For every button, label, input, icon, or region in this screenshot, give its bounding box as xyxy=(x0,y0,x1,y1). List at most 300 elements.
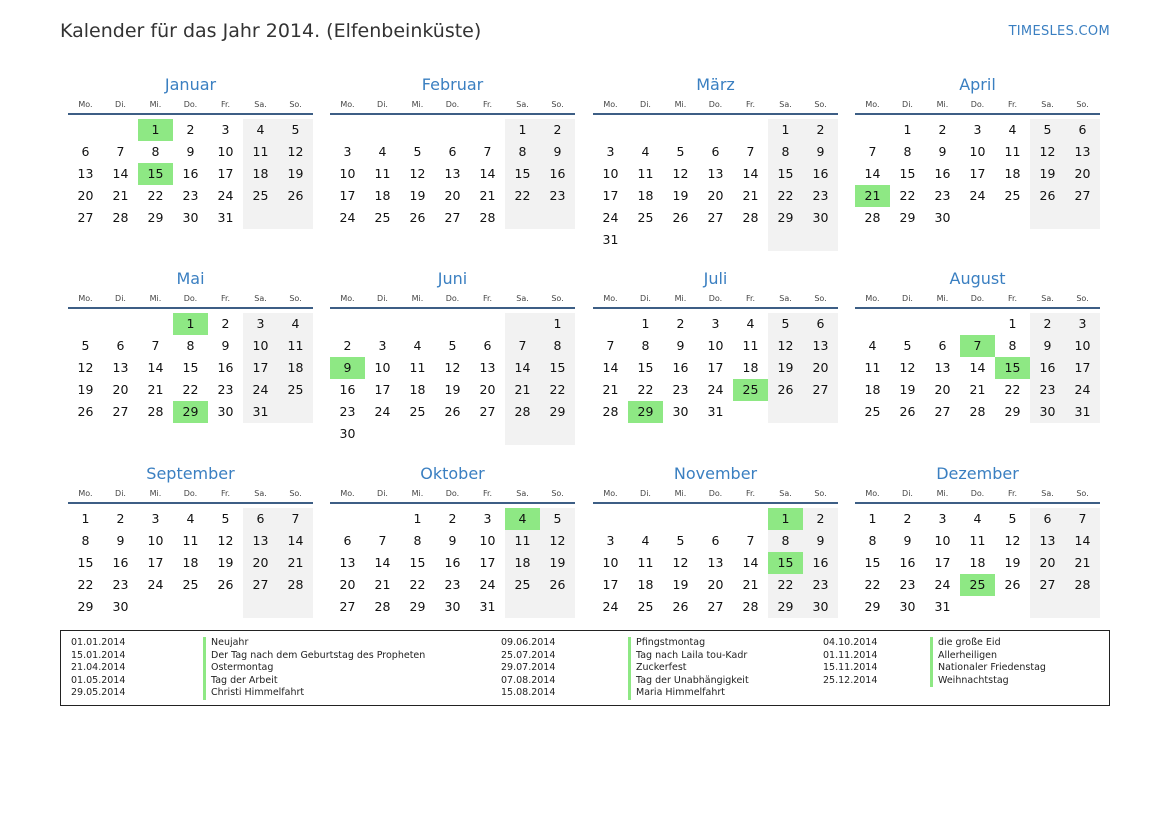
day-cell: 19 xyxy=(1030,163,1065,185)
day-cell: 22 xyxy=(182,382,199,397)
day-cell: 14 xyxy=(505,357,540,379)
day-cell: 26 xyxy=(217,577,234,592)
day-cell: 17 xyxy=(243,357,278,379)
weekday-label: So. xyxy=(551,489,564,498)
day-cell: 28 xyxy=(1065,574,1100,596)
day-cell: 20 xyxy=(444,188,461,203)
day-cell-empty xyxy=(663,229,698,251)
day-cell-empty xyxy=(278,401,313,423)
day-cell: 8 xyxy=(540,335,575,357)
day-cell: 14 xyxy=(278,530,313,552)
weekday-label: Mo. xyxy=(603,489,618,498)
day-cell: 1 xyxy=(81,511,90,526)
month-block xyxy=(855,73,1100,229)
day-cell-empty xyxy=(803,229,838,251)
day-cell-holiday: 4 xyxy=(505,508,540,530)
day-cell: 10 xyxy=(602,166,619,181)
day-cell: 19 xyxy=(278,163,313,185)
day-cell: 24 xyxy=(243,379,278,401)
day-cell: 5 xyxy=(448,338,457,353)
day-cell: 19 xyxy=(768,357,803,379)
day-cell: 4 xyxy=(641,533,650,548)
day-cell: 19 xyxy=(1004,555,1021,570)
weekday-label: Mi. xyxy=(674,489,687,498)
weekday-label: Sa. xyxy=(1041,294,1054,303)
page-title: Kalender für das Jahr 2014. (Elfenbeinküste) xyxy=(60,20,482,42)
day-cell: 2 xyxy=(186,122,195,137)
month-name: Februar xyxy=(421,75,484,94)
day-cell: 24 xyxy=(602,210,619,225)
day-cell: 23 xyxy=(444,577,461,592)
day-cell: 26 xyxy=(1030,185,1065,207)
weekday-label: Sa. xyxy=(1041,489,1054,498)
day-cell-empty xyxy=(1030,207,1065,229)
day-cell: 16 xyxy=(803,552,838,574)
weekday-label: So. xyxy=(814,100,827,109)
site-link[interactable]: TIMESLES.COM xyxy=(1008,24,1110,39)
day-cell: 7 xyxy=(116,144,125,159)
day-cell-empty xyxy=(435,423,470,445)
day-cell: 18 xyxy=(243,163,278,185)
day-cell: 12 xyxy=(77,360,94,375)
day-cell-empty xyxy=(803,401,838,423)
holiday-name: Tag nach Laila tou-Kadr xyxy=(628,650,749,663)
day-cell: 20 xyxy=(934,382,951,397)
holiday-name: Maria Himmelfahrt xyxy=(628,687,749,700)
month-block xyxy=(68,267,313,423)
day-cell: 26 xyxy=(672,210,689,225)
day-cell: 9 xyxy=(186,144,195,159)
day-cell: 30 xyxy=(803,596,838,618)
day-cell: 27 xyxy=(112,404,129,419)
day-cell: 25 xyxy=(409,404,426,419)
day-cell: 6 xyxy=(81,144,90,159)
weekday-label: Mo. xyxy=(603,294,618,303)
day-cell: 24 xyxy=(147,577,164,592)
day-cell: 13 xyxy=(707,555,724,570)
day-cell: 26 xyxy=(278,185,313,207)
weekday-label: Mi. xyxy=(411,294,424,303)
weekday-label: Do. xyxy=(445,294,460,303)
holiday-name: Christi Himmelfahrt xyxy=(203,687,425,700)
day-cell: 8 xyxy=(186,338,195,353)
day-cell: 7 xyxy=(746,144,755,159)
day-cell: 18 xyxy=(278,357,313,379)
day-cell: 23 xyxy=(217,382,234,397)
day-cell-holiday: 1 xyxy=(138,119,173,141)
holiday-date: 29.05.2014 xyxy=(71,687,126,698)
day-cell: 4 xyxy=(243,119,278,141)
day-cell: 7 xyxy=(1065,508,1100,530)
day-cell-empty xyxy=(278,596,313,618)
day-cell-empty xyxy=(995,207,1030,229)
day-cell: 6 xyxy=(243,508,278,530)
day-cell: 18 xyxy=(637,577,654,592)
day-cell: 29 xyxy=(899,210,916,225)
day-cell: 21 xyxy=(742,577,759,592)
weekday-label: Sa. xyxy=(779,100,792,109)
day-cell: 3 xyxy=(711,316,720,331)
holiday-date: 01.05.2014 xyxy=(71,674,126,686)
month-block xyxy=(330,73,575,229)
day-cell: 1 xyxy=(1008,316,1017,331)
day-cell: 16 xyxy=(934,166,951,181)
day-cell: 13 xyxy=(243,530,278,552)
day-cell: 15 xyxy=(77,555,94,570)
day-cell: 25 xyxy=(637,210,654,225)
day-cell-empty xyxy=(768,401,803,423)
holiday-date: 15.11.2014 xyxy=(823,662,878,673)
day-grid xyxy=(593,508,838,618)
day-cell: 20 xyxy=(243,552,278,574)
weekday-label: Sa. xyxy=(254,489,267,498)
day-cell-holiday: 29 xyxy=(628,401,663,423)
day-cell-holiday: 1 xyxy=(768,508,803,530)
day-cell: 2 xyxy=(448,511,457,526)
day-cell: 13 xyxy=(1030,530,1065,552)
day-cell: 9 xyxy=(676,338,685,353)
day-cell: 14 xyxy=(742,555,759,570)
weekday-label: Mo. xyxy=(865,100,880,109)
day-cell: 22 xyxy=(768,185,803,207)
day-cell: 27 xyxy=(243,574,278,596)
day-cell: 14 xyxy=(1065,530,1100,552)
holiday-name-column xyxy=(930,637,1046,687)
day-cell: 6 xyxy=(711,533,720,548)
day-cell: 7 xyxy=(505,335,540,357)
day-cell: 10 xyxy=(707,338,724,353)
day-cell: 1 xyxy=(540,313,575,335)
day-cell-empty xyxy=(470,423,505,445)
day-cell: 22 xyxy=(77,577,94,592)
day-cell: 31 xyxy=(602,232,619,247)
month-name: Dezember xyxy=(936,464,1019,483)
day-cell-empty xyxy=(628,229,663,251)
day-cell: 16 xyxy=(182,166,199,181)
day-cell: 25 xyxy=(374,210,391,225)
day-cell: 2 xyxy=(803,508,838,530)
day-cell: 4 xyxy=(413,338,422,353)
day-cell: 22 xyxy=(1004,382,1021,397)
weekday-label: So. xyxy=(1076,489,1089,498)
weekday-label: Di. xyxy=(377,100,388,109)
day-cell: 25 xyxy=(505,574,540,596)
day-cell: 23 xyxy=(540,185,575,207)
day-cell: 7 xyxy=(606,338,615,353)
day-cell: 28 xyxy=(505,401,540,423)
day-cell: 18 xyxy=(505,552,540,574)
weekday-label: Mo. xyxy=(78,294,93,303)
day-cell-empty xyxy=(435,119,470,141)
day-cell: 26 xyxy=(672,599,689,614)
day-cell: 22 xyxy=(637,382,654,397)
day-cell: 8 xyxy=(505,141,540,163)
day-cell: 26 xyxy=(768,379,803,401)
day-cell: 9 xyxy=(1030,335,1065,357)
day-cell-empty xyxy=(68,313,103,335)
day-cell: 12 xyxy=(672,166,689,181)
day-cell: 16 xyxy=(444,555,461,570)
day-cell: 23 xyxy=(803,185,838,207)
day-cell: 16 xyxy=(112,555,129,570)
day-cell: 31 xyxy=(243,401,278,423)
weekday-label: Mi. xyxy=(674,294,687,303)
day-cell-empty xyxy=(365,313,400,335)
weekday-label: Fr. xyxy=(220,294,231,303)
month-name: Juni xyxy=(437,269,468,288)
weekday-label: Mi. xyxy=(936,294,949,303)
weekday-label: Do. xyxy=(183,489,198,498)
day-cell: 8 xyxy=(768,141,803,163)
day-cell-empty xyxy=(243,596,278,618)
day-cell: 15 xyxy=(540,357,575,379)
holiday-name: die große Eid xyxy=(930,637,1046,650)
day-cell-empty xyxy=(68,119,103,141)
day-cell: 30 xyxy=(899,599,916,614)
holiday-name-column xyxy=(628,637,749,700)
day-cell: 15 xyxy=(505,163,540,185)
day-cell: 30 xyxy=(112,599,129,614)
day-cell: 20 xyxy=(479,382,496,397)
day-cell: 29 xyxy=(77,599,94,614)
day-cell: 1 xyxy=(903,122,912,137)
day-cell: 12 xyxy=(1030,141,1065,163)
day-cell: 22 xyxy=(540,379,575,401)
day-cell: 4 xyxy=(1008,122,1017,137)
day-cell: 5 xyxy=(413,144,422,159)
weekday-header xyxy=(330,291,575,309)
day-cell: 31 xyxy=(479,599,496,614)
weekday-label: Mo. xyxy=(340,489,355,498)
weekday-label: So. xyxy=(1076,294,1089,303)
day-cell: 8 xyxy=(903,144,912,159)
day-cell: 12 xyxy=(444,360,461,375)
day-cell: 17 xyxy=(147,555,164,570)
weekday-label: So. xyxy=(551,100,564,109)
weekday-label: Mo. xyxy=(78,100,93,109)
day-cell: 8 xyxy=(81,533,90,548)
day-cell: 19 xyxy=(77,382,94,397)
day-cell: 21 xyxy=(742,188,759,203)
day-cell-empty xyxy=(1030,596,1065,618)
day-cell: 31 xyxy=(217,210,234,225)
day-cell-empty xyxy=(663,508,698,530)
day-cell: 11 xyxy=(637,166,654,181)
holiday-name: Zuckerfest xyxy=(628,662,749,675)
day-cell: 18 xyxy=(637,188,654,203)
day-cell: 24 xyxy=(934,577,951,592)
day-cell: 17 xyxy=(969,166,986,181)
day-cell: 7 xyxy=(378,533,387,548)
day-cell-holiday: 15 xyxy=(768,552,803,574)
day-cell: 24 xyxy=(602,599,619,614)
day-cell: 2 xyxy=(540,119,575,141)
weekday-label: Mi. xyxy=(149,489,162,498)
day-cell-holiday: 15 xyxy=(995,357,1030,379)
day-cell: 2 xyxy=(343,338,352,353)
day-cell: 3 xyxy=(378,338,387,353)
day-cell: 27 xyxy=(444,210,461,225)
day-cell-empty xyxy=(593,119,628,141)
day-cell-empty xyxy=(733,229,768,251)
day-cell: 23 xyxy=(182,188,199,203)
month-block xyxy=(855,462,1100,618)
day-cell: 6 xyxy=(116,338,125,353)
day-cell: 29 xyxy=(540,401,575,423)
holiday-name: Pfingstmontag xyxy=(628,637,749,650)
holiday-name: Der Tag nach dem Geburtstag des Propheten xyxy=(203,650,425,663)
holiday-date: 15.08.2014 xyxy=(501,687,556,698)
day-cell-empty xyxy=(663,119,698,141)
day-cell: 25 xyxy=(864,404,881,419)
day-cell: 17 xyxy=(602,577,619,592)
day-cell: 11 xyxy=(374,166,391,181)
day-cell: 16 xyxy=(899,555,916,570)
day-cell: 7 xyxy=(746,533,755,548)
day-cell: 16 xyxy=(339,382,356,397)
day-cell: 6 xyxy=(1065,119,1100,141)
day-cell: 21 xyxy=(602,382,619,397)
holiday-date-column xyxy=(501,637,555,700)
day-cell-empty xyxy=(365,119,400,141)
day-cell: 6 xyxy=(343,533,352,548)
holiday-date: 21.04.2014 xyxy=(71,662,126,673)
weekday-label: Fr. xyxy=(745,489,756,498)
day-cell: 7 xyxy=(483,144,492,159)
day-cell: 28 xyxy=(278,574,313,596)
day-cell: 5 xyxy=(1008,511,1017,526)
day-cell: 14 xyxy=(147,360,164,375)
month-block xyxy=(68,73,313,229)
weekday-label: Di. xyxy=(377,489,388,498)
day-cell: 9 xyxy=(803,530,838,552)
day-cell: 14 xyxy=(742,166,759,181)
day-cell: 26 xyxy=(77,404,94,419)
month-name: November xyxy=(673,464,758,483)
day-cell-empty xyxy=(1065,596,1100,618)
day-cell: 13 xyxy=(1065,141,1100,163)
weekday-label: Fr. xyxy=(745,294,756,303)
weekday-label: Fr. xyxy=(1007,100,1018,109)
month-name: März xyxy=(696,75,735,94)
day-cell: 5 xyxy=(903,338,912,353)
weekday-header xyxy=(68,291,313,309)
weekday-label: Do. xyxy=(708,294,723,303)
weekday-label: So. xyxy=(289,294,302,303)
day-cell: 30 xyxy=(217,404,234,419)
day-cell: 24 xyxy=(339,210,356,225)
weekday-label: Fr. xyxy=(482,100,493,109)
weekday-header xyxy=(68,486,313,504)
weekday-header xyxy=(855,486,1100,504)
day-cell-holiday: 15 xyxy=(138,163,173,185)
day-cell: 11 xyxy=(1004,144,1021,159)
day-cell: 30 xyxy=(934,210,951,225)
month-name: Juli xyxy=(703,269,728,288)
month-name: August xyxy=(949,269,1006,288)
day-cell: 31 xyxy=(934,599,951,614)
day-cell: 19 xyxy=(444,382,461,397)
day-cell: 2 xyxy=(116,511,125,526)
holiday-name: Weihnachtstag xyxy=(930,675,1046,688)
day-cell: 10 xyxy=(479,533,496,548)
day-cell: 12 xyxy=(217,533,234,548)
day-cell: 10 xyxy=(217,144,234,159)
day-cell: 31 xyxy=(707,404,724,419)
day-cell-holiday: 25 xyxy=(960,574,995,596)
day-cell: 11 xyxy=(742,338,759,353)
day-cell-empty xyxy=(628,508,663,530)
day-cell: 13 xyxy=(444,166,461,181)
day-cell: 5 xyxy=(540,508,575,530)
day-cell: 17 xyxy=(707,360,724,375)
day-cell: 13 xyxy=(339,555,356,570)
day-cell: 20 xyxy=(707,577,724,592)
weekday-label: Di. xyxy=(640,100,651,109)
day-cell: 19 xyxy=(672,188,689,203)
weekday-label: Do. xyxy=(970,294,985,303)
day-cell: 14 xyxy=(969,360,986,375)
day-cell-empty xyxy=(505,596,540,618)
day-cell: 11 xyxy=(505,530,540,552)
month-block xyxy=(855,267,1100,423)
day-cell: 3 xyxy=(606,144,615,159)
day-cell: 12 xyxy=(409,166,426,181)
weekday-label: Di. xyxy=(902,294,913,303)
weekday-label: Do. xyxy=(445,489,460,498)
day-cell: 23 xyxy=(339,404,356,419)
weekday-header xyxy=(593,291,838,309)
day-cell-empty xyxy=(960,207,995,229)
day-cell: 28 xyxy=(864,210,881,225)
day-cell-holiday: 7 xyxy=(960,335,995,357)
day-cell: 28 xyxy=(969,404,986,419)
day-cell: 15 xyxy=(637,360,654,375)
day-cell: 24 xyxy=(969,188,986,203)
day-cell: 28 xyxy=(147,404,164,419)
day-cell: 28 xyxy=(742,599,759,614)
day-cell: 13 xyxy=(803,335,838,357)
day-cell: 1 xyxy=(505,119,540,141)
holiday-date: 09.06.2014 xyxy=(501,637,556,648)
day-cell: 24 xyxy=(217,188,234,203)
day-cell-empty xyxy=(208,596,243,618)
day-cell: 16 xyxy=(1030,357,1065,379)
day-cell: 6 xyxy=(1030,508,1065,530)
day-cell: 17 xyxy=(339,188,356,203)
day-cell: 29 xyxy=(864,599,881,614)
holiday-date: 25.07.2014 xyxy=(501,649,556,661)
day-cell: 26 xyxy=(1004,577,1021,592)
day-cell: 20 xyxy=(112,382,129,397)
day-cell: 30 xyxy=(339,426,356,441)
day-cell: 24 xyxy=(1065,379,1100,401)
day-cell: 29 xyxy=(768,596,803,618)
day-cell: 14 xyxy=(864,166,881,181)
weekday-label: Do. xyxy=(708,100,723,109)
day-cell: 16 xyxy=(672,360,689,375)
day-cell: 8 xyxy=(151,144,160,159)
day-cell: 6 xyxy=(711,144,720,159)
weekday-label: Do. xyxy=(708,489,723,498)
day-cell: 1 xyxy=(413,511,422,526)
day-cell: 10 xyxy=(969,144,986,159)
day-grid xyxy=(593,313,838,423)
weekday-label: So. xyxy=(551,294,564,303)
day-grid xyxy=(68,508,313,618)
day-cell-empty xyxy=(733,119,768,141)
day-cell-empty xyxy=(470,119,505,141)
